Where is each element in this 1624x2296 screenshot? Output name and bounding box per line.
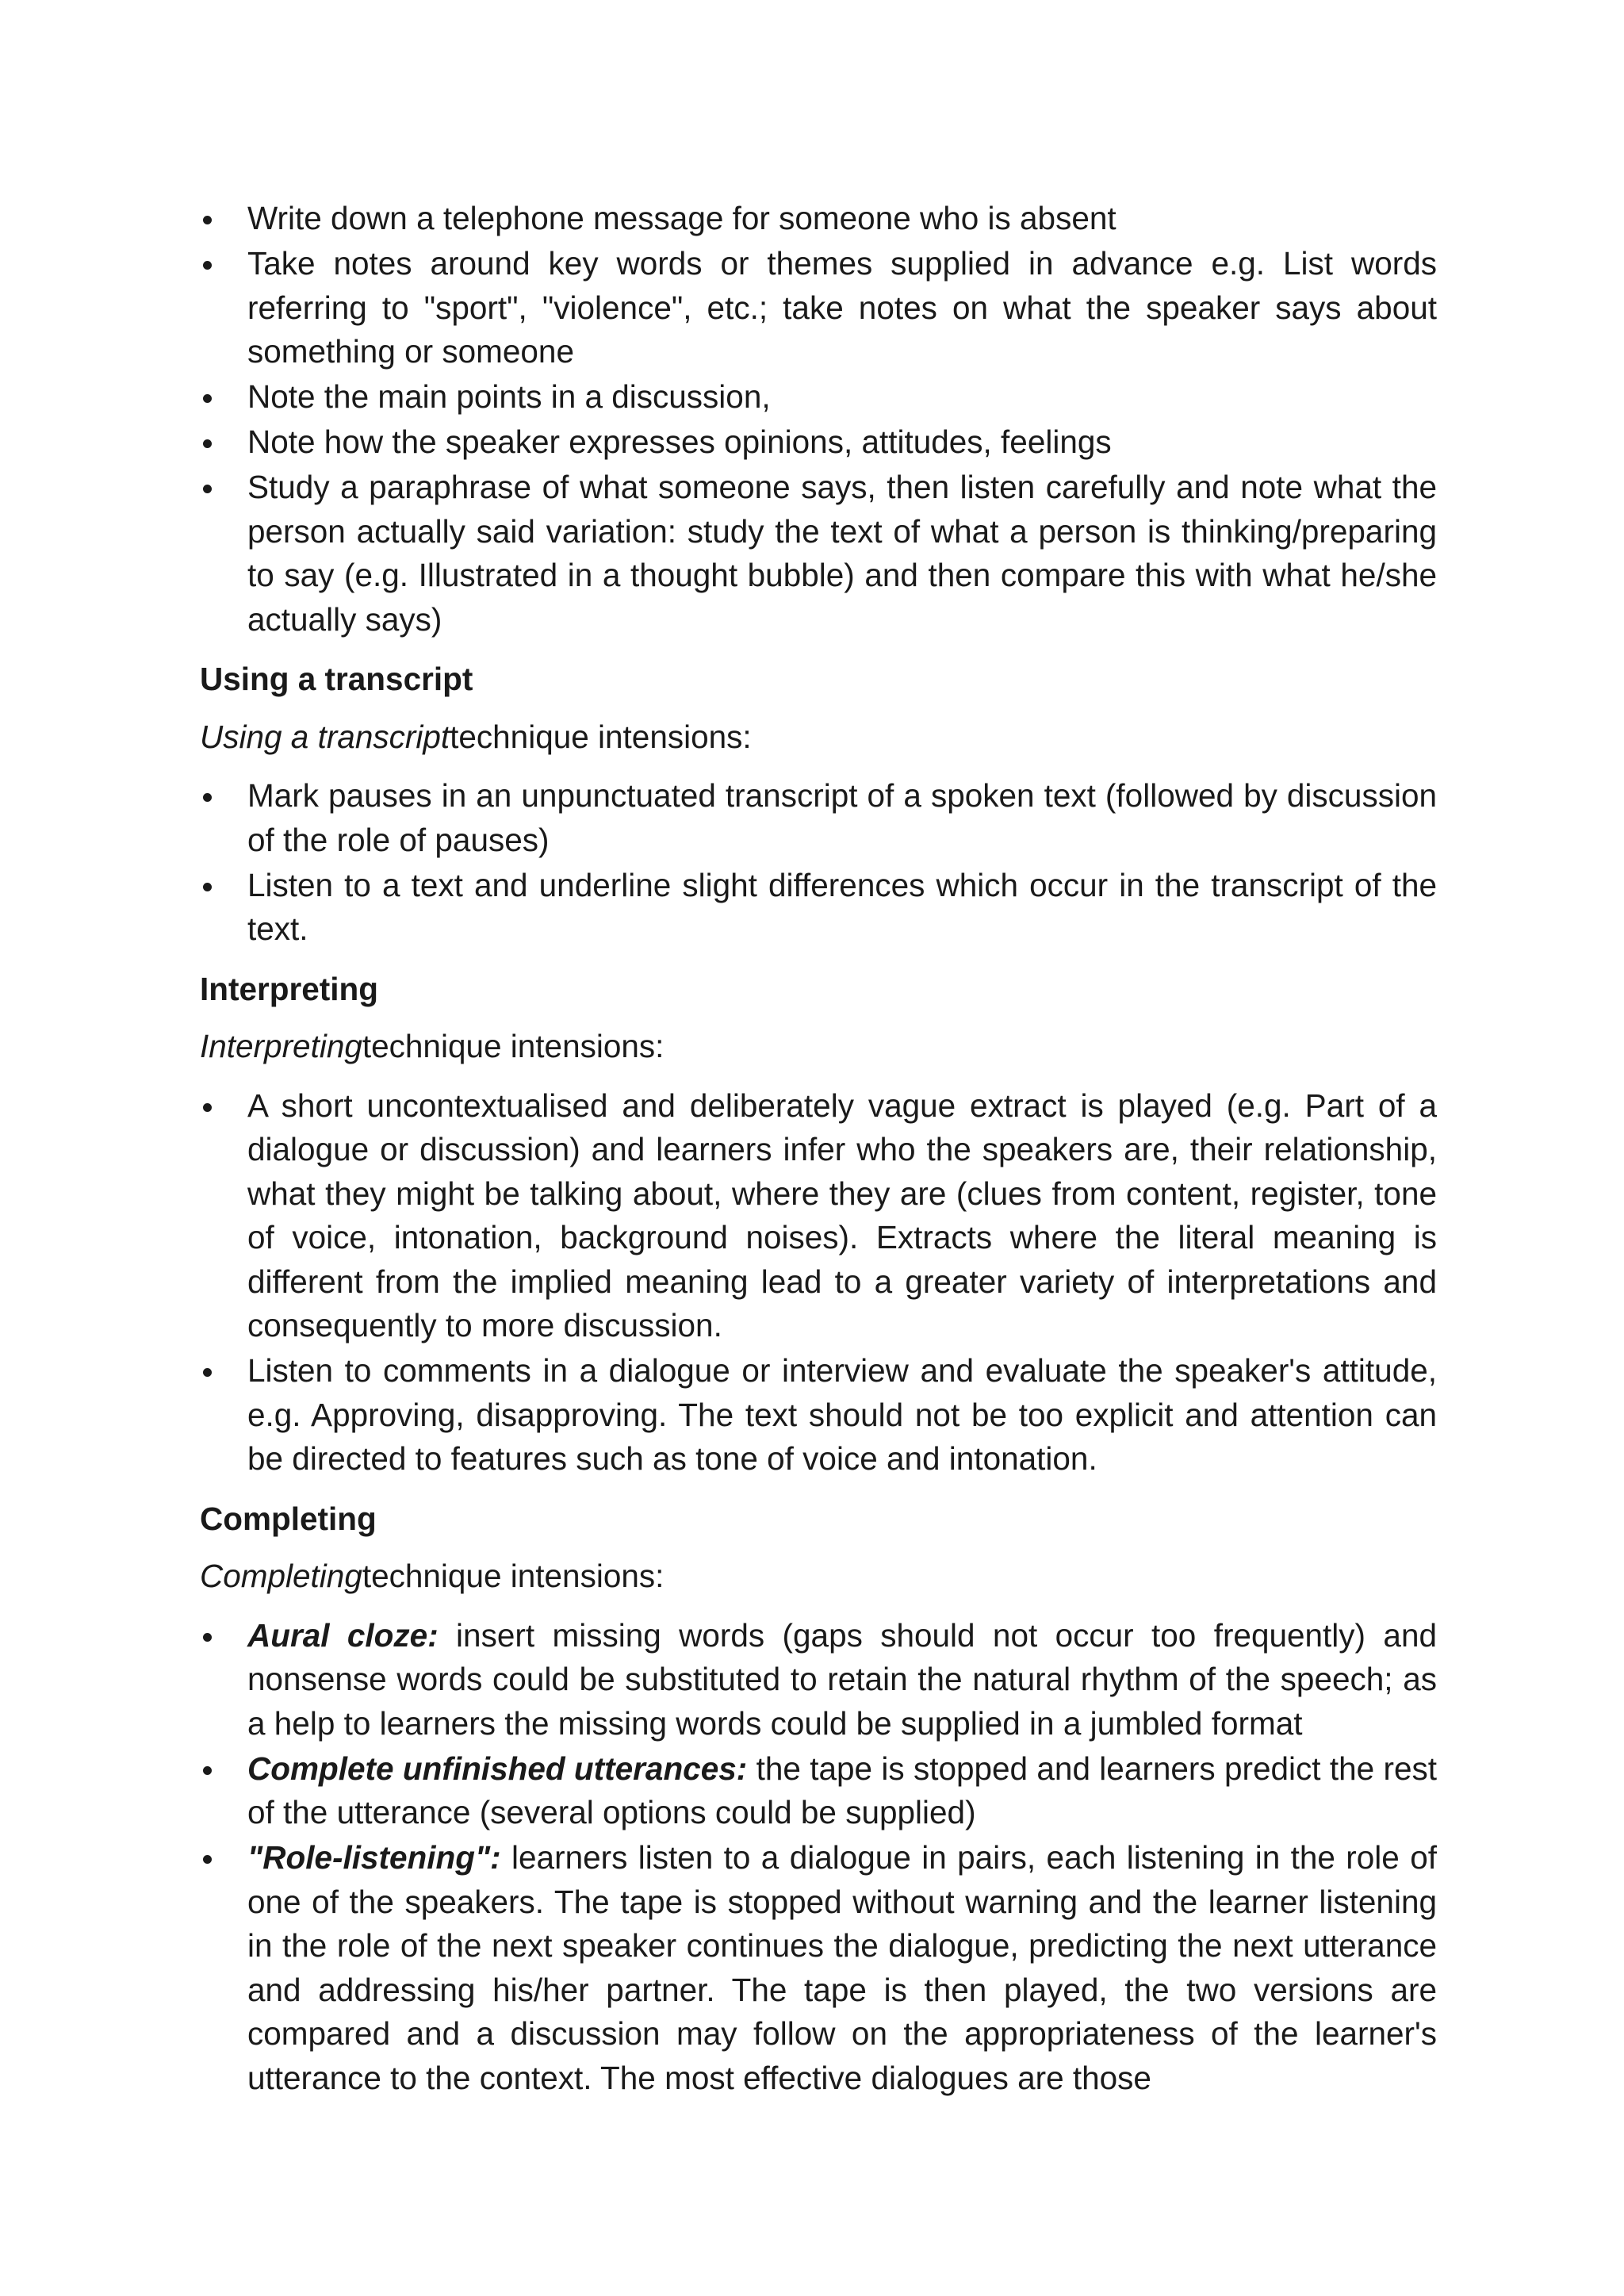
completing-bullet-list	[200, 1614, 1437, 2101]
interpreting-bullet-list	[200, 1084, 1437, 1481]
document-page	[200, 197, 1437, 2102]
list-item: Listen to a text and underline slight differences which occur in the transcript of the text.	[200, 864, 1437, 952]
transcript-bullet-list	[200, 774, 1437, 952]
list-item	[200, 1836, 1437, 2100]
intro-term: Interpreting	[200, 1028, 362, 1064]
intro-text: technique intensions:	[362, 1558, 665, 1594]
item-term: Complete unfinished utterances:	[247, 1750, 748, 1787]
list-item	[200, 1747, 1437, 1835]
intro-term: Using a transcript	[200, 718, 450, 755]
item-term: Aural cloze:	[247, 1616, 439, 1654]
list-item: Write down a telephone message for someone who is absent	[200, 197, 1437, 241]
list-item: Note how the speaker expresses opinions, attitudes, feelings	[200, 420, 1437, 465]
section-intro-interpreting	[200, 1025, 1437, 1069]
item-text: insert missing words (gaps should not occur too frequently) and nonsense words could be substituted to retain the natural rhythm of the speech; as a help to learners the missing words could be supplied in a jumbled format	[247, 1616, 1437, 1742]
list-item: Mark pauses in an unpunctuated transcript of a spoken text (followed by discussion of the role of pauses)	[200, 774, 1437, 862]
intro-text: technique intensions:	[362, 1028, 665, 1064]
list-item: Study a paraphrase of what someone says, then listen carefully and note what the person actually said variation: study the text of what a person is thinking/preparing to say (e.g. Illustrated in a thought bubble) and then compare this with what he/she actually says)	[200, 466, 1437, 642]
section-heading-transcript: Using a transcript	[200, 661, 473, 697]
intro-text: technique intensions:	[450, 718, 752, 755]
item-text: the tape is stopped and learners predict the rest of the utterance (several options could be supplied)	[247, 1750, 1437, 1830]
list-item	[200, 1614, 1437, 1746]
list-item: Listen to comments in a dialogue or interview and evaluate the speaker's attitude, e.g. Approving, disapproving. The text should not be too explicit and attention can be directed to features such as tone of voice and intonation.	[200, 1349, 1437, 1481]
section-heading-completing: Completing	[200, 1500, 377, 1537]
section-heading-interpreting: Interpreting	[200, 970, 379, 1007]
item-term: "Role-listening":	[247, 1839, 501, 1876]
item-text: learners listen to a dialogue in pairs, each listening in the role of one of the speakers. The tape is stopped without warning and the learner listening in the role of the next speaker continues the dialogue, predicting the next utterance and addressing his/her partner. The tape is then played, the two versions are compared and a discussion may follow on the appropriateness of the learner's utterance to the context. The most effective dialogues are those	[247, 1839, 1437, 2096]
list-item: Take notes around key words or themes supplied in advance e.g. List words referring to "sport", "violence", etc.; take notes on what the speaker says about something or someone	[200, 242, 1437, 374]
list-item: Note the main points in a discussion,	[200, 375, 1437, 420]
intro-term: Completing	[200, 1558, 362, 1594]
section-intro-transcript	[200, 715, 1437, 760]
top-bullet-list	[200, 197, 1437, 642]
section-intro-completing	[200, 1554, 1437, 1599]
list-item: A short uncontextualised and deliberately vague extract is played (e.g. Part of a dialogue or discussion) and learners infer who the speakers are, their relationship, what they might be talking about, where they are (clues from content, register, tone of voice, intonation, background noises). Extracts where the literal meaning is different from the implied meaning lead to a greater variety of interpretations and consequently to more discussion.	[200, 1084, 1437, 1348]
